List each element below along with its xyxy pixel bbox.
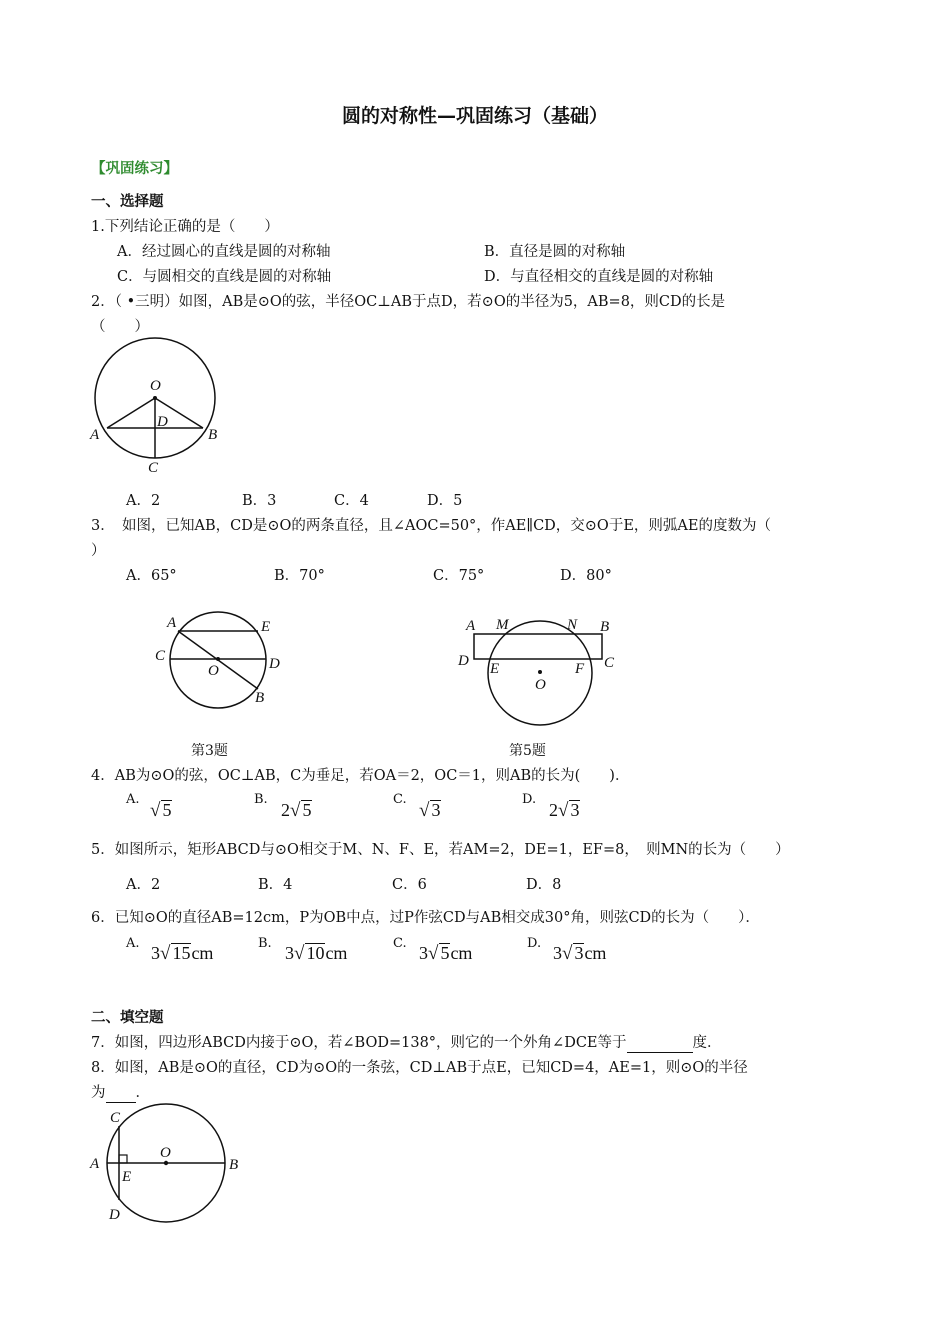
q6-option-d-label: D.: [527, 936, 542, 951]
q6-option-d-value: 3√ 3cm: [553, 943, 607, 964]
section-choice-heading: 一、选择题: [91, 194, 164, 210]
q2-label-c: C: [148, 460, 159, 476]
q3-option-a: A．65°: [126, 568, 177, 584]
section-fill-heading: 二、填空题: [91, 1010, 164, 1026]
q4-option-a-value: √ 5: [150, 800, 172, 821]
q6-option-a-label: A.: [126, 936, 140, 951]
q2-label-d: D: [157, 414, 168, 430]
q5-center-dot: [538, 670, 542, 674]
q1-option-c: C．与圆相交的直线是圆的对称轴: [117, 269, 332, 285]
q2-option-b: B．3: [242, 493, 277, 509]
q8-label-o: O: [160, 1145, 171, 1161]
q8-stem: 8．如图，AB是⊙O的直径，CD为⊙O的一条弦，CD⊥AB于点E，已知CD=4，AE=1，则⊙O的半径: [91, 1060, 748, 1076]
q8-center-dot: [164, 1161, 168, 1165]
caption-fig3: 第3题: [191, 743, 228, 759]
q8-label-c: C: [110, 1110, 121, 1126]
q2-radius-oa: [107, 398, 155, 428]
q2-label-o: O: [150, 378, 161, 394]
q5-rectangle: [474, 634, 602, 659]
q6-option-c-label: C.: [393, 936, 407, 951]
q4-option-b-label: B.: [254, 792, 268, 807]
q6-option-b-label: B.: [258, 936, 272, 951]
q2-label-a: A: [90, 427, 100, 443]
q6-option-a-value: 3√ 15cm: [151, 943, 214, 964]
q5-label-o: O: [535, 677, 546, 693]
q8-figure: [86, 1102, 256, 1226]
q5-label-a: A: [466, 618, 476, 634]
q4-option-c-value: √ 3: [419, 800, 441, 821]
q8-answer-blank[interactable]: [106, 1086, 136, 1103]
q4-option-d-label: D.: [522, 792, 537, 807]
q5-label-n: N: [567, 617, 578, 633]
q3-figure: [150, 610, 290, 710]
q5-option-d: D．8: [526, 877, 562, 893]
q5-option-c: C．6: [392, 877, 427, 893]
q4-option-a-label: A.: [126, 792, 140, 807]
q5-figure: [456, 612, 626, 730]
q3-label-c: C: [155, 648, 166, 664]
q6-option-b-value: 3√ 10cm: [285, 943, 348, 964]
q2-center-dot: [153, 396, 157, 400]
q4-stem: 4．AB为⊙O的弦，OC⊥AB，C为垂足，若OA＝2，OC＝1，则AB的长为( )．: [91, 768, 630, 784]
q2-label-b: B: [208, 427, 218, 443]
q2-stem-cont: （ ）: [91, 319, 149, 335]
q5-option-a: A．2: [126, 877, 161, 893]
q1-option-d: D．与直径相交的直线是圆的对称轴: [484, 269, 714, 285]
q5-stem: 5．如图所示，矩形ABCD与⊙O相交于M、N、F、E，若AM=2，DE=1，EF=8， 则MN的长为（ ）: [91, 842, 790, 858]
q3-option-d: D．80°: [560, 568, 612, 584]
q8-label-e: E: [122, 1169, 132, 1185]
q2-figure: [88, 336, 228, 476]
q8-stem-cont: 为 ．: [91, 1085, 150, 1101]
q3-option-c: C．75°: [433, 568, 485, 584]
q5-label-b: B: [600, 619, 610, 635]
q3-label-o: O: [208, 663, 219, 679]
q4-option-b-value: 2√ 5: [281, 800, 312, 821]
q2-option-d: D．5: [427, 493, 463, 509]
q6-option-c-value: 3√ 5cm: [419, 943, 473, 964]
q3-label-d: D: [269, 656, 280, 672]
q3-label-a: A: [167, 615, 177, 631]
q3-label-e: E: [261, 619, 271, 635]
q8-label-a: A: [90, 1156, 100, 1172]
q5-label-d: D: [458, 653, 469, 669]
q3-option-b: B．70°: [274, 568, 325, 584]
q5-label-e: E: [490, 661, 500, 677]
page-title: 圆的对称性—巩固练习（基础）: [341, 105, 608, 127]
q8-label-d: D: [109, 1207, 120, 1223]
q3-center-dot: [216, 657, 220, 661]
q1-option-b: B．直径是圆的对称轴: [484, 244, 626, 260]
q5-label-m: M: [496, 617, 509, 633]
q5-label-f: F: [575, 661, 585, 677]
q8-right-angle-mark: [119, 1155, 127, 1163]
caption-fig5: 第5题: [509, 743, 546, 759]
q7-answer-blank[interactable]: [627, 1036, 693, 1053]
q7-stem: 7．如图，四边形ABCD内接于⊙O，若∠BOD=138°，则它的一个外角∠DCE等于 度．: [91, 1035, 722, 1051]
q5-option-b: B．4: [258, 877, 293, 893]
q3-label-b: B: [255, 690, 265, 706]
q2-option-c: C．4: [334, 493, 369, 509]
q4-option-c-label: C.: [393, 792, 407, 807]
q3-stem-cont: ）: [91, 543, 106, 559]
q1-option-a: A．经过圆心的直线是圆的对称轴: [117, 244, 331, 260]
q2-option-a: A．2: [126, 493, 161, 509]
q4-option-d-value: 2√ 3: [549, 800, 580, 821]
section-tag: 【巩固练习】: [91, 161, 178, 177]
q6-stem: 6．已知⊙O的直径AB=12cm，P为OB中点，过P作弦CD与AB相交成30°角，则弦CD的长为（ ）．: [91, 910, 760, 926]
q8-label-b: B: [229, 1157, 239, 1173]
q1-stem: 1.下列结论正确的是（ ）: [91, 219, 279, 235]
q5-label-c: C: [604, 655, 615, 671]
q2-stem: 2．（ •三明）如图，AB是⊙O的弦，半径OC⊥AB于点D，若⊙O的半径为5，AB=8，则CD的长是: [91, 294, 726, 310]
q3-stem: 3． 如图，已知AB，CD是⊙O的两条直径，且∠AOC=50°，作AE∥CD，交⊙O于E，则弧AE的度数为（: [91, 518, 771, 534]
